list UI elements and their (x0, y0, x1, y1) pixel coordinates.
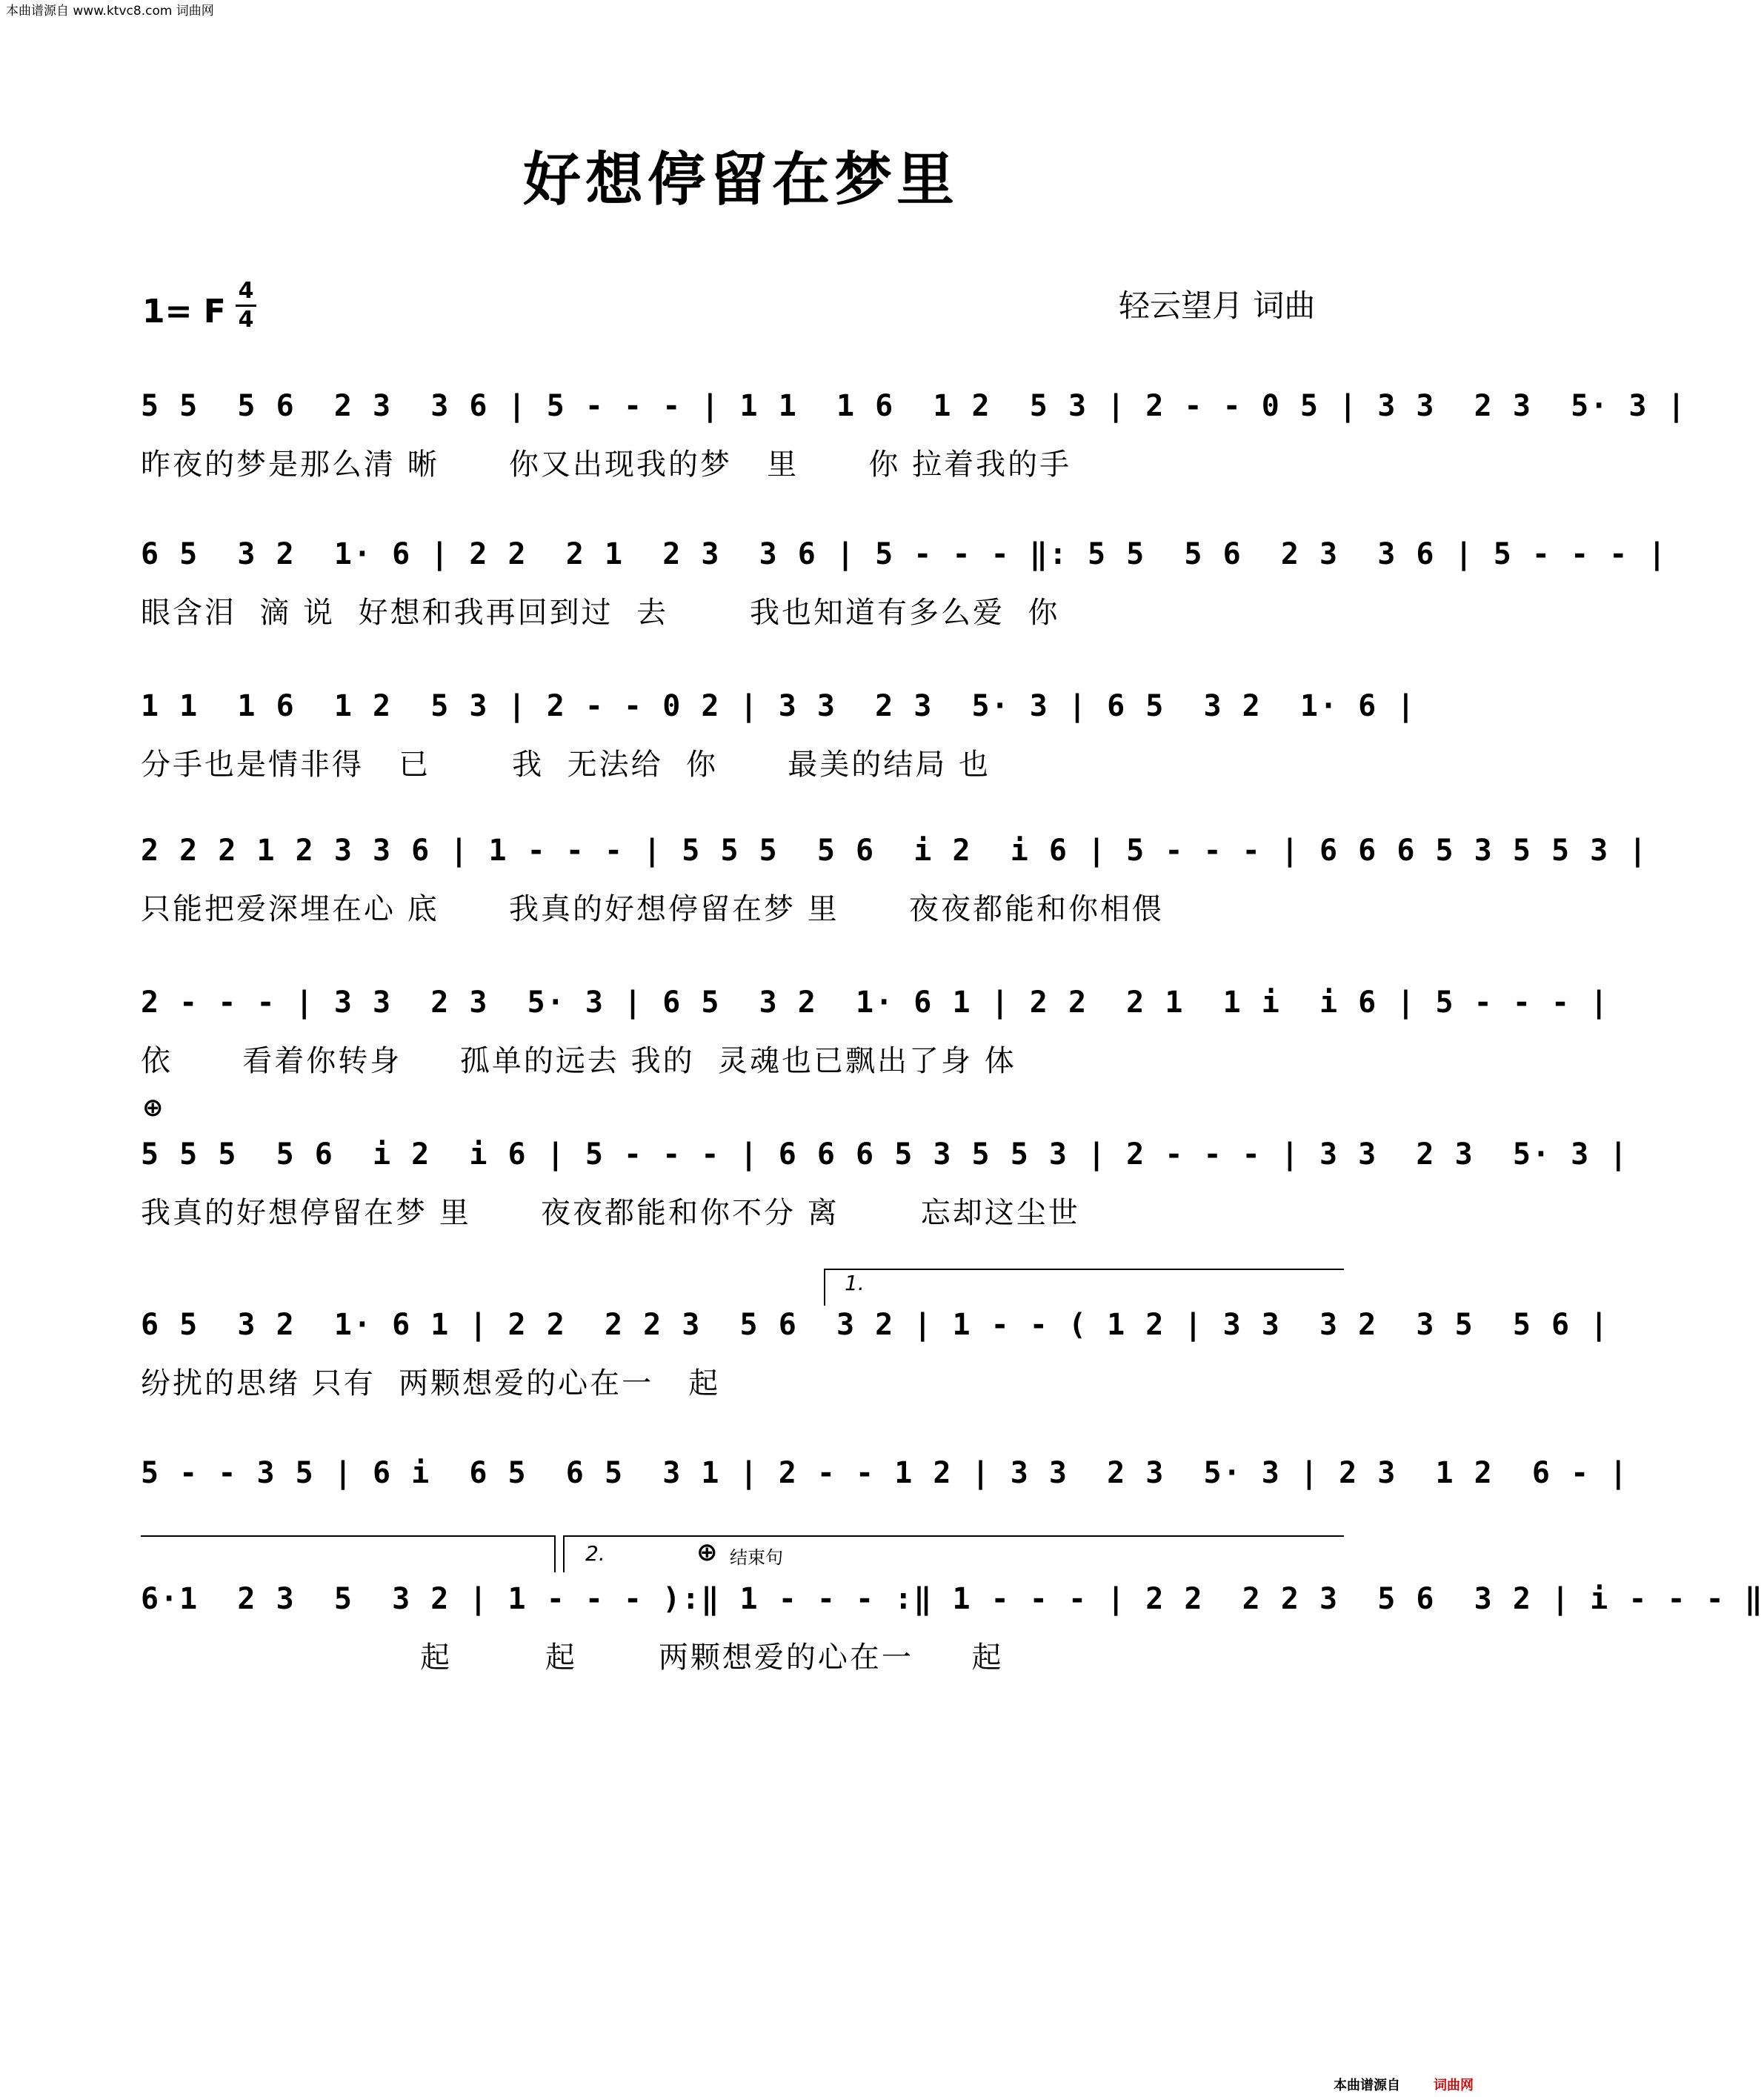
notes-row: 5 - - 3 5 | 6 i 6 5 6 5 3 1 | 2 - - 1 2 | 3 3 2 3 5· 3 | 2 3 1 2 6 - | (141, 1456, 1629, 1490)
lyrics-row: 分手也是情非得 已 我 无法给 你 最美的结局 也 (141, 748, 991, 782)
notes-row: 1 1 1 6 1 2 5 3 | 2 - - 0 2 | 3 3 2 3 5· 3 | 6 5 3 2 1· 6 | (141, 689, 1417, 723)
credit: 轻云望月 词曲 (1119, 288, 1316, 324)
meter-top: 4 (238, 278, 254, 304)
key-signature: 1= F (142, 293, 226, 330)
lyrics-row: 纷扰的思绪 只有 两颗想爱的心在一 起 (141, 1366, 721, 1400)
notes-row: 2 2 2 1 2 3 3 6 | 1 - - - | 5 5 5 5 6 i 2 i 6 | 5 - - - | 6 6 6 5 3 5 5 3 | (141, 834, 1648, 868)
notes-row: 2 - - - | 3 3 2 3 5· 3 | 6 5 3 2 1· 6 1 | 2 2 2 1 1 i i 6 | 5 - - - | (141, 986, 1610, 1020)
lyrics-row: 昨夜的梦是那么清 晰 你又出现我的梦 里 你 拉着我的手 (141, 448, 1072, 482)
time-signature (236, 280, 256, 331)
volta-1-line (824, 1269, 1344, 1270)
lyrics-row: 起 起 两颗想爱的心在一 起 (141, 1641, 1004, 1675)
volta-1-label: 1. (845, 1271, 865, 1295)
volta-continue-line (141, 1535, 556, 1537)
lyrics-row: 只能把爱深埋在心 底 我真的好想停留在梦 里 夜夜都能和你相偎 (141, 892, 1165, 926)
coda-sign-1: ⊕ (142, 1093, 164, 1123)
volta-continue-end (554, 1535, 556, 1572)
volta-2-start (563, 1535, 565, 1572)
coda-label: 结束句 (730, 1547, 783, 1568)
meter-bottom: 4 (238, 307, 254, 333)
volta-1-start (824, 1269, 825, 1306)
lyrics-row: 依 看着你转身 孤单的远去 我的 灵魂也已飘出了身 体 (141, 1044, 1016, 1078)
footer-site: 词曲网 (1434, 2078, 1474, 2093)
notes-row: 6 5 3 2 1· 6 | 2 2 2 1 2 3 3 6 | 5 - - - ‖: 5 5 5 6 2 3 3 6 | 5 - - - | (141, 537, 1668, 571)
volta-2-line (563, 1535, 1344, 1537)
source-header: 本曲谱源自 www.ktvc8.com 词曲网 (6, 4, 214, 19)
lyrics-row: 眼含泪 滴 说 好想和我再回到过 去 我也知道有多么爱 你 (141, 596, 1060, 630)
notes-row: 6·1 2 3 5 3 2 | 1 - - - ):‖ 1 - - - :‖ 1 - - - | 2 2 2 2 3 5 6 3 2 | i - - - ‖ (141, 1582, 1764, 1616)
notes-row: 6 5 3 2 1· 6 1 | 2 2 2 2 3 5 6 3 2 | 1 - - ( 1 2 | 3 3 3 2 3 5 5 6 | (141, 1308, 1610, 1342)
lyrics-row: 我真的好想停留在梦 里 夜夜都能和你不分 离 忘却这尘世 (141, 1196, 1080, 1230)
footer-source: 本曲谱源自 (1334, 2078, 1400, 2093)
volta-2-label: 2. (585, 1541, 605, 1566)
song-title: 好想停留在梦里 (522, 146, 959, 213)
coda-sign-2: ⊕ (696, 1538, 718, 1567)
notes-row: 5 5 5 5 6 i 2 i 6 | 5 - - - | 6 6 6 5 3 5 5 3 | 2 - - - | 3 3 2 3 5· 3 | (141, 1137, 1629, 1172)
notes-row: 5 5 5 6 2 3 3 6 | 5 - - - | 1 1 1 6 1 2 5 3 | 2 - - 0 5 | 3 3 2 3 5· 3 | (141, 389, 1687, 423)
